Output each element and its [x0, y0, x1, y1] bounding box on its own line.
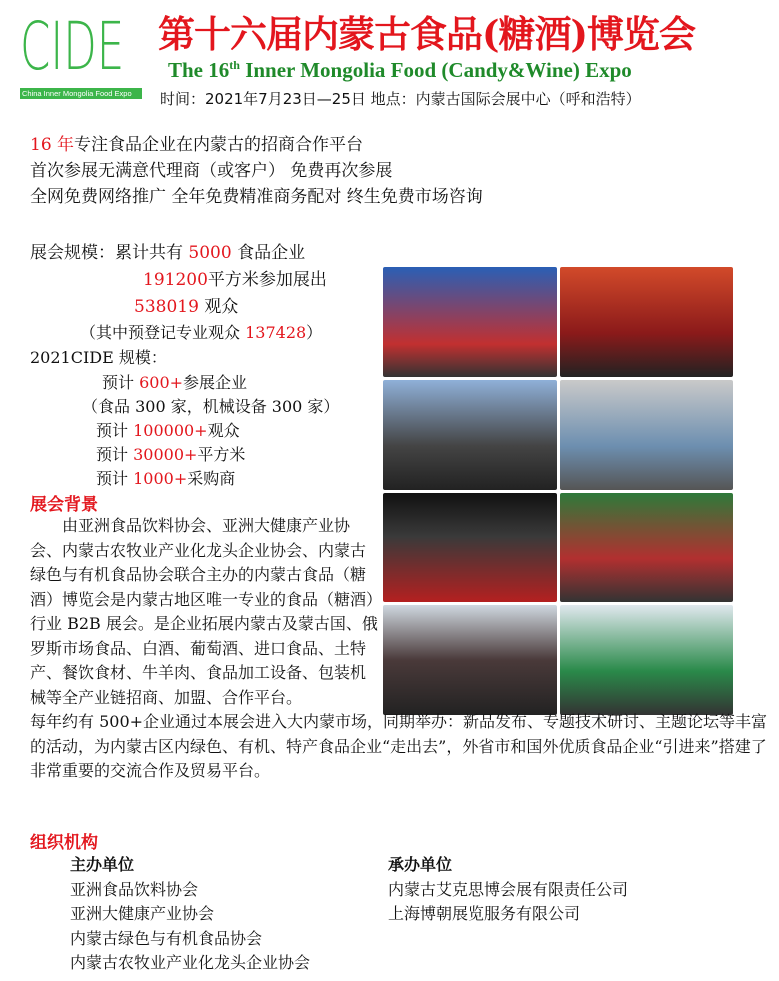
logo-subtitle: China Inner Mongolia Food Expo	[20, 88, 142, 99]
intro-line-3: 全网免费网络推广 全年免费精准商务配对 终生免费市场咨询	[30, 187, 483, 207]
photo-ribbon-cutting	[383, 267, 557, 377]
cide-logo	[20, 12, 145, 102]
photo-exhibition-hall	[560, 380, 734, 490]
logo-text: CIDE	[20, 12, 125, 85]
host-item: 内蒙古农牧业产业化龙头企业协会	[70, 953, 311, 972]
intro-line-2: 首次参展无满意代理商（或客户） 免费再次参展	[30, 161, 393, 181]
cide2021-line-5: 预计 1000+采购商	[96, 469, 236, 488]
host-item: 亚洲大健康产业协会	[70, 904, 215, 923]
scale-line-1: 展会规模：累计共有 5000 食品企业	[30, 243, 306, 263]
photo-opening-stage	[560, 267, 734, 377]
cide2021-line-2: （食品 300 家，机械设备 300 家）	[82, 397, 340, 416]
background-paragraph-2: 每年约有 500+企业通过本展会进入大内蒙市场，同期举办：新品发布、专题技术研讨、主题论坛等丰富的活动，为内蒙古区内绿色、有机、特产食品企业“走出去”，外省市和国外优质食品企业“引进来”搭建了非常重要的交流合作及贸易平台。	[30, 712, 768, 780]
cide2021-line-4: 预计 30000+平方米	[96, 445, 246, 464]
organization-heading: 组织机构	[30, 833, 98, 853]
background-text	[30, 514, 775, 784]
scale-line-4: （其中预登记专业观众 137428）	[80, 323, 323, 342]
organizer-item: 上海博朝展览服务有限公司	[388, 904, 581, 923]
scale-line-3: 538019 观众	[134, 297, 239, 317]
english-title: The 16th Inner Mongolia Food (Candy&Wine) Expo	[168, 58, 632, 82]
page-title: 第十六届内蒙古食品(糖酒)博览会	[158, 12, 696, 56]
date-location: 时间：2021年7月23日—25日 地点：内蒙古国际会展中心（呼和浩特）	[160, 90, 641, 108]
organizer-item: 内蒙古艾克思博会展有限责任公司	[388, 880, 629, 899]
scale-line-2: 191200平方米参加展出	[143, 270, 327, 290]
background-paragraph-1: 由亚洲食品饮料协会、亚洲大健康产业协会、内蒙古农牧业产业化龙头企业协会、内蒙古绿色与有机食品协会联合主办的内蒙古食品（糖酒）博览会是内蒙古地区唯一专业的食品（糖酒）行业 B2B 展会。是企业拓展内蒙古及蒙古国、俄罗斯市场食品、白酒、葡萄酒、进口食品、土特产、餐饮食材、牛羊肉、食品加工设备、包装机械等全产业链招商、加盟、合作平台。	[30, 516, 378, 707]
cide2021-line-1: 预计 600+参展企业	[102, 373, 248, 392]
host-item: 内蒙古绿色与有机食品协会	[70, 929, 263, 948]
intro-line-1: 16 年专注食品企业在内蒙古的招商合作平台	[30, 135, 364, 155]
organizer-title: 承办单位	[388, 855, 453, 874]
host-item: 亚洲食品饮料协会	[70, 880, 199, 899]
host-title: 主办单位	[70, 855, 135, 874]
photo-ceremony	[383, 380, 557, 490]
background-heading: 展会背景	[30, 495, 98, 515]
cide2021-line-3: 预计 100000+观众	[96, 421, 240, 440]
cide2021-label: 2021CIDE 规模：	[30, 348, 167, 367]
